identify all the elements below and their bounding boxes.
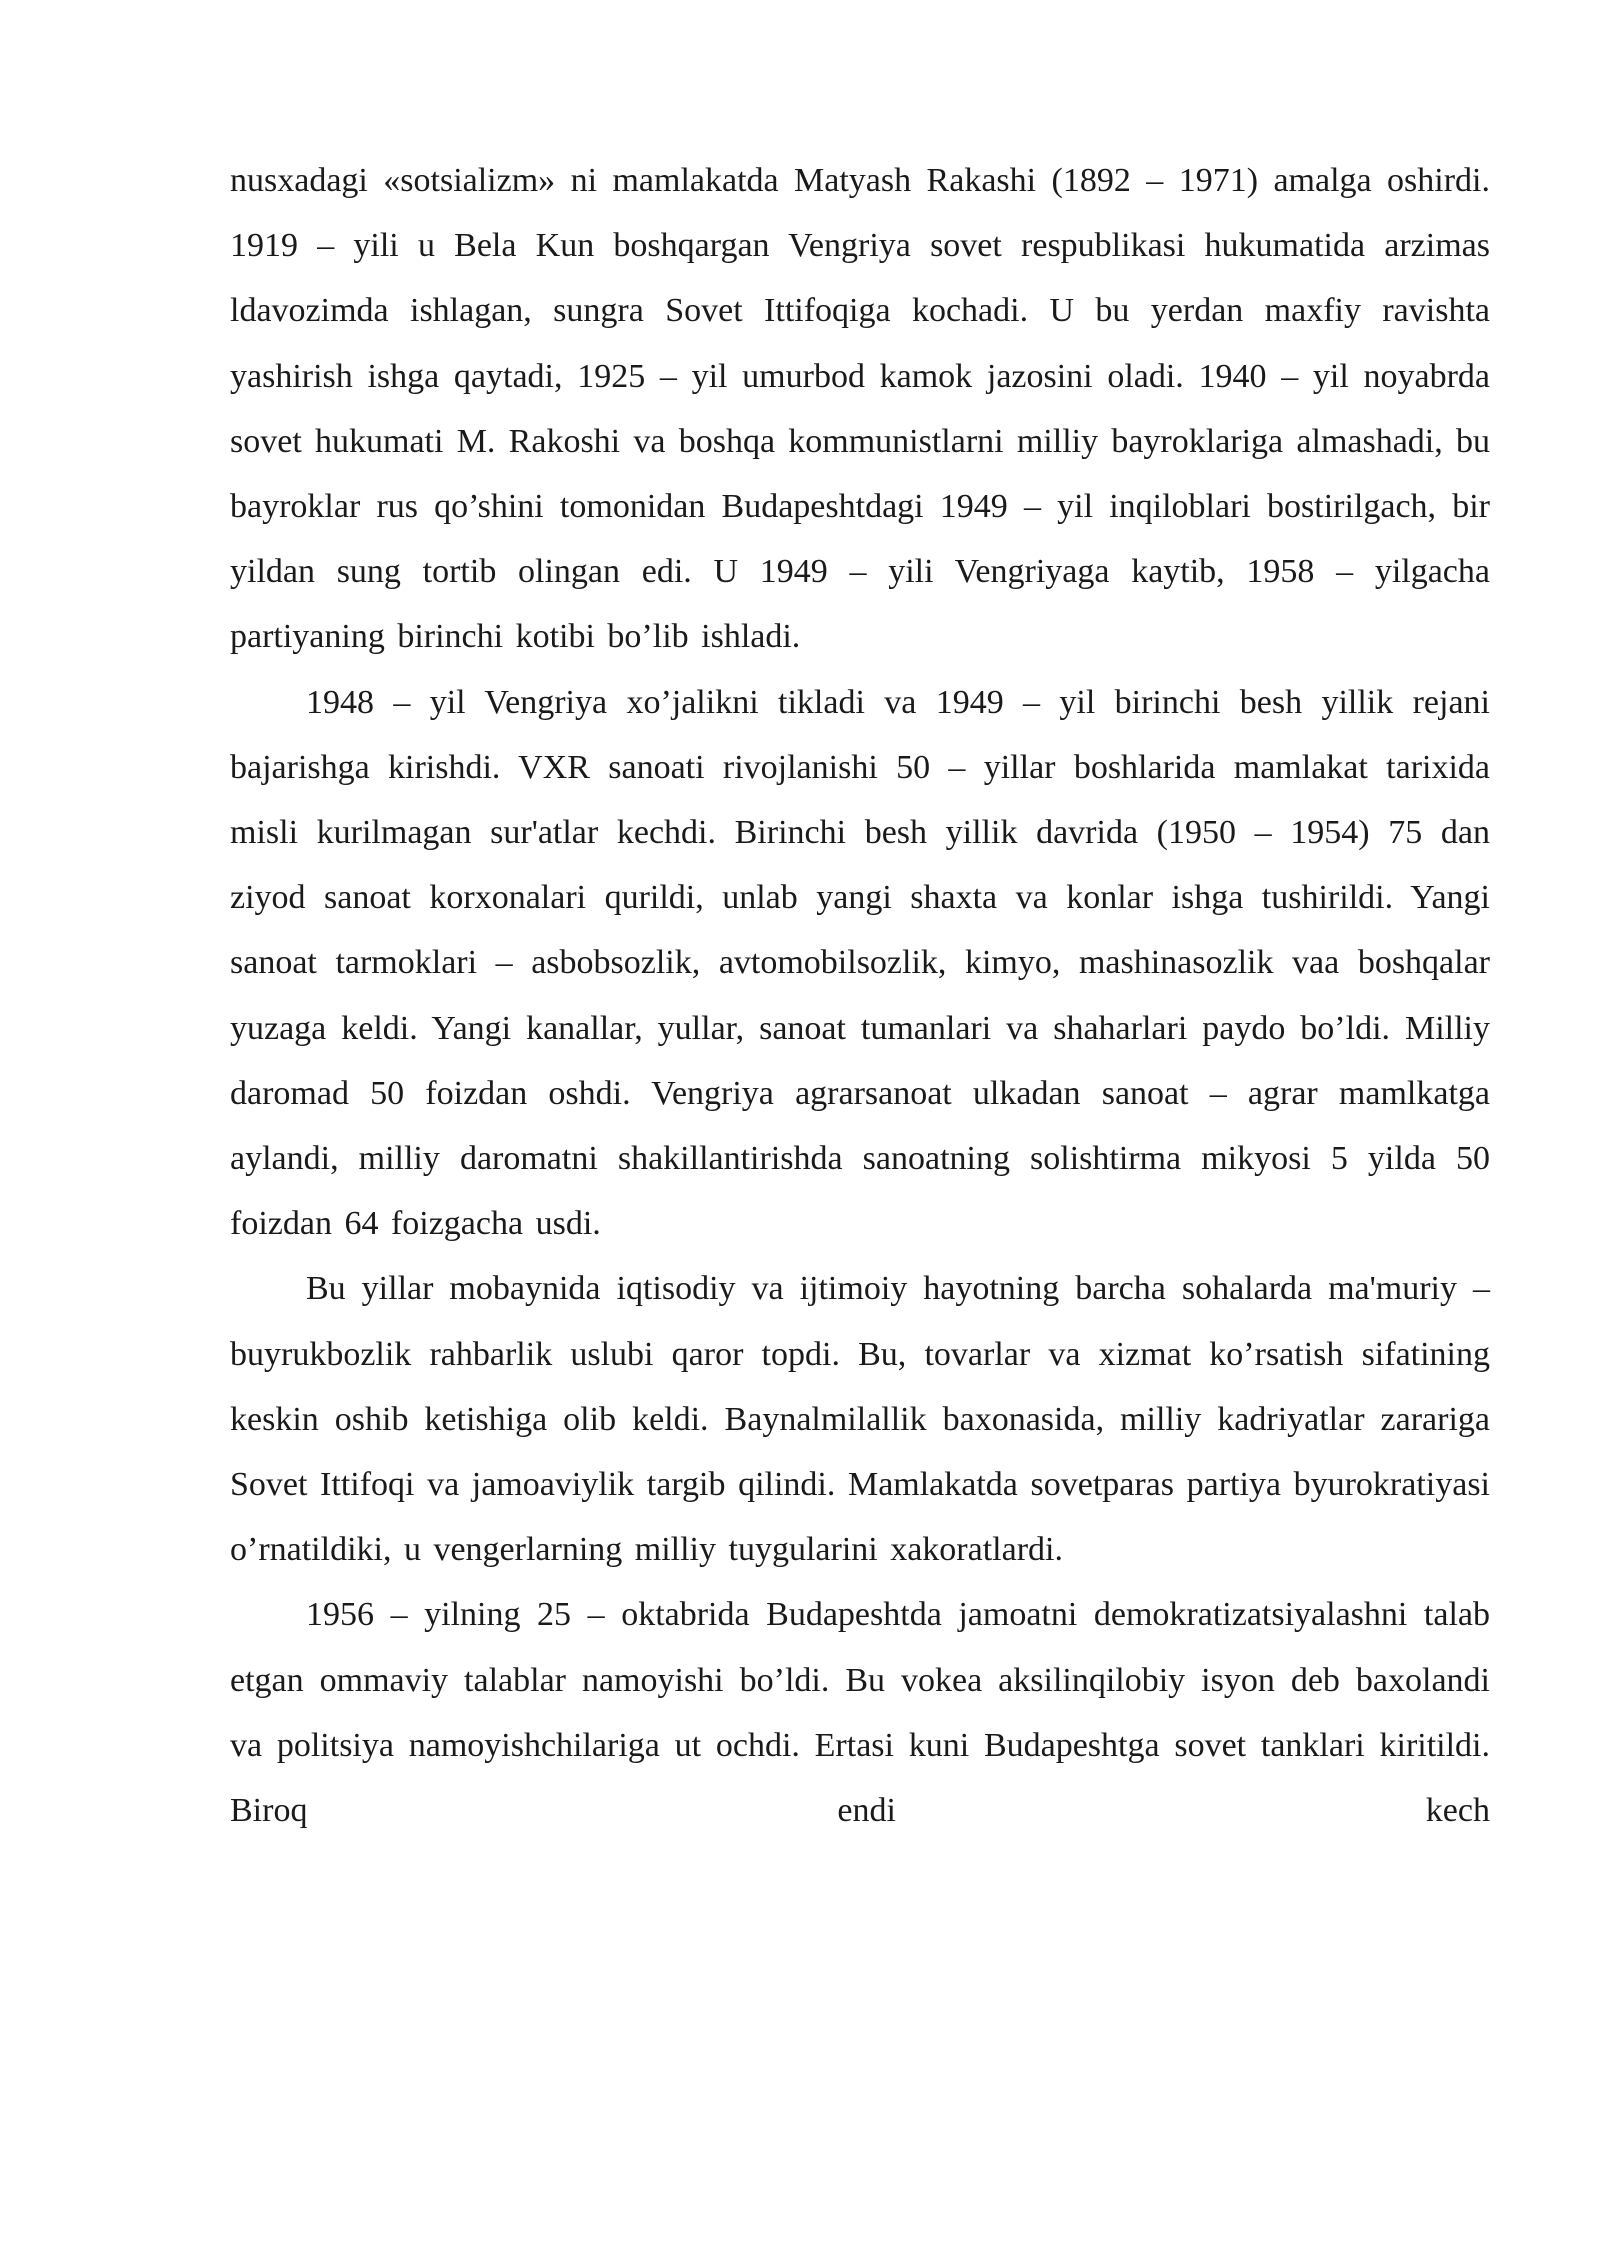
paragraph-4: 1956 – yilning 25 – oktabrida Budapeshtda jamoatni demokratizatsiyalashni talab etgan ommaviy talablar namoyishi bo’ldi. Bu vokea aksilinqilobiy isyon deb baxolandi va politsiya namoyishchilariga ut ochdi. Ertasi kuni Budapeshtga sovet tanklari kiritildi. Biroq endi kech [230, 1596, 1490, 1830]
paragraph-2: 1948 – yil Vengriya xo’jalikni tikladi va 1949 – yil birinchi besh yillik rejani bajarishga kirishdi. VXR sanoati rivojlanishi 50 – yillar boshlarida mamlakat tarixida misli kurilmagan sur'atlar kechdi. Birinchi besh yillik davrida (1950 – 1954) 75 dan ziyod sanoat korxonalari qurildi, unlab yangi shaxta va konlar ishga tushirildi. Yangi sanoat tarmoklari – asbobsozlik, avtomobilsozlik, kimyo, mashinasozlik vaa boshqalar yuzaga keldi. Yangi kanallar, yullar, sanoat tumanlari va shaharlari paydo bo’ldi. Milliy daromad 50 foizdan oshdi. Vengriya agrarsanoat ulkadan sanoat – agrar mamlkatga aylandi, milliy daromatni shakillantirishda sanoatning solishtirma mikyosi 5 yilda 50 foizdan 64 foizgacha usdi. [230, 683, 1490, 1243]
paragraph-1: nusxadagi «sotsializm» ni mamlakatda Matyash Rakashi (1892 – 1971) amalga oshirdi. 1919 – yili u Bela Kun boshqargan Vengriya sovet respublikasi hukumatida arzimas ldavozimda ishlagan, sungra Sovet Ittifoqiga kochadi. U bu yerdan maxfiy ravishta yashirish ishga qaytadi, 1925 – yil umurbod kamok jazosini oladi. 1940 – yil noyabrda sovet hukumati M. Rakoshi va boshqa kommunistlarni milliy bayroklariga almashadi, bu bayroklar rus qo’shini tomonidan Budapeshtdagi 1949 – yil inqiloblari bostirilgach, bir yildan sung tortib olingan edi. U 1949 – yili Vengriyaga kaytib, 1958 – yilgacha partiyaning birinchi kotibi bo’lib ishladi. [230, 162, 1490, 656]
body-text [230, 148, 1490, 1843]
paragraph-3: Bu yillar mobaynida iqtisodiy va ijtimoiy hayotning barcha sohalarda ma'muriy – buyrukbozlik rahbarlik uslubi qaror topdi. Bu, tovarlar va xizmat ko’rsatish sifatining keskin oshib ketishiga olib keldi. Baynalmilallik baxonasida, milliy kadriyatlar zarariga Sovet Ittifoqi va jamoaviylik targib qilindi. Mamlakatda sovetparas partiya byurokratiyasi o’rnatildiki, u vengerlarning milliy tuygularini xakoratlardi. [230, 1270, 1490, 1569]
